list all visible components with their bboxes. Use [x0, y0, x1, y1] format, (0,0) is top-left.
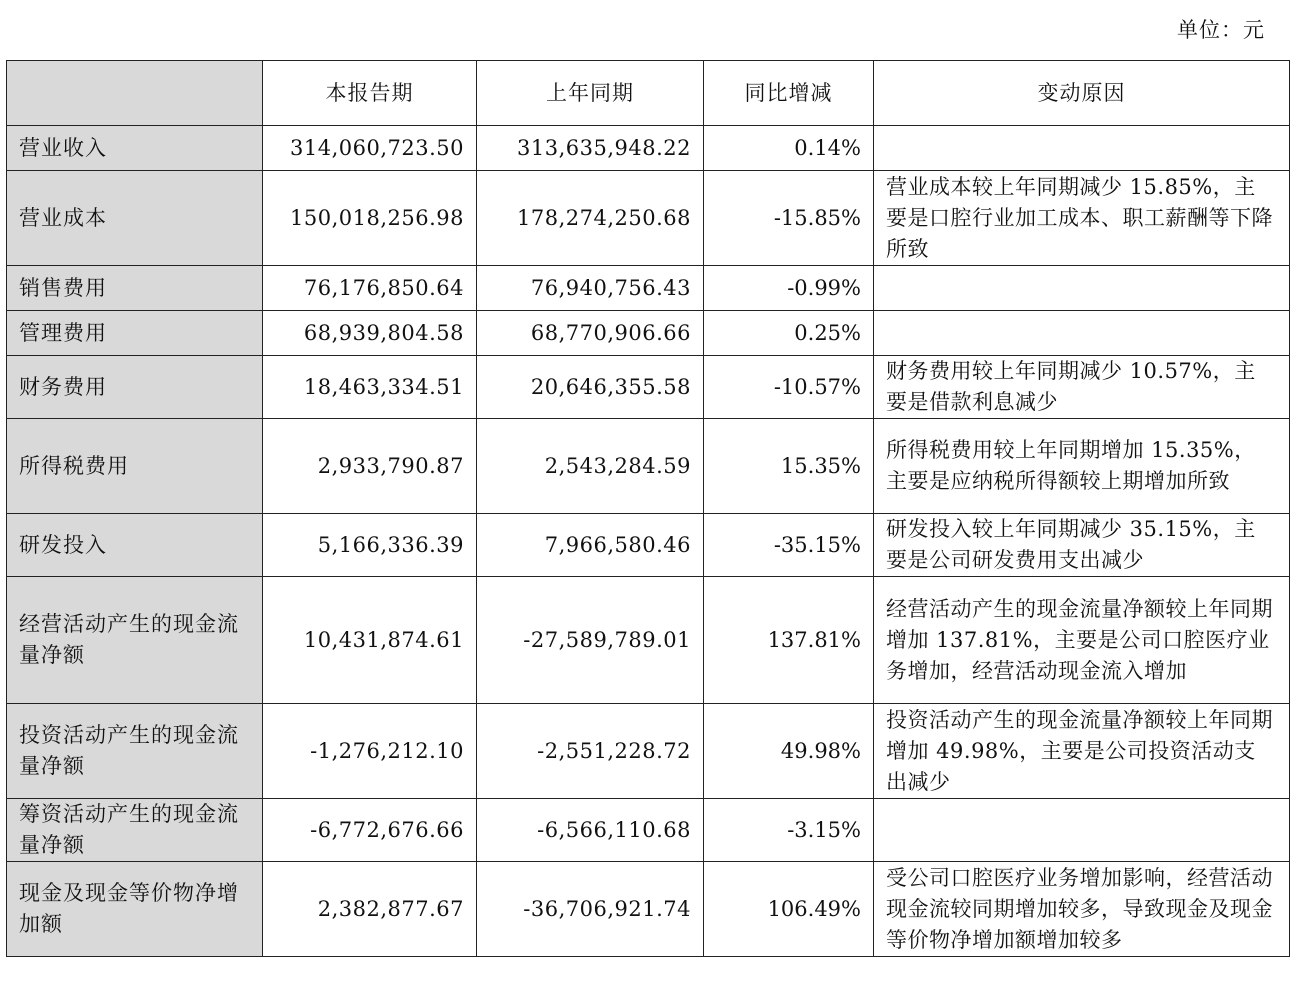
row-item: 经营活动产生的现金流量净额	[7, 577, 263, 704]
row-prior: 20,646,355.58	[477, 356, 704, 419]
row-prior: 68,770,906.66	[477, 311, 704, 356]
row-prior: 7,966,580.46	[477, 514, 704, 577]
row-change: 137.81%	[704, 577, 874, 704]
row-item: 营业收入	[7, 126, 263, 171]
row-current: -6,772,676.66	[263, 799, 477, 862]
row-change: -15.85%	[704, 171, 874, 266]
row-prior: 76,940,756.43	[477, 266, 704, 311]
row-item: 管理费用	[7, 311, 263, 356]
header-change-reason: 变动原因	[874, 61, 1290, 126]
header-prior-period: 上年同期	[477, 61, 704, 126]
row-reason: 投资活动产生的现金流量净额较上年同期增加 49.98%，主要是公司投资活动支出减少	[874, 704, 1290, 799]
row-reason	[874, 126, 1290, 171]
row-item: 营业成本	[7, 171, 263, 266]
row-current: 18,463,334.51	[263, 356, 477, 419]
row-reason	[874, 266, 1290, 311]
row-item: 研发投入	[7, 514, 263, 577]
table-row	[7, 311, 1290, 356]
row-item: 所得税费用	[7, 419, 263, 514]
row-prior: -2,551,228.72	[477, 704, 704, 799]
row-item: 筹资活动产生的现金流量净额	[7, 799, 263, 862]
header-corner	[7, 61, 263, 126]
table-row	[7, 266, 1290, 311]
row-current: 10,431,874.61	[263, 577, 477, 704]
row-change: 49.98%	[704, 704, 874, 799]
row-change: -35.15%	[704, 514, 874, 577]
row-item: 财务费用	[7, 356, 263, 419]
table-row	[7, 356, 1290, 419]
row-reason	[874, 311, 1290, 356]
row-change: 15.35%	[704, 419, 874, 514]
table-row	[7, 514, 1290, 577]
unit-label: 单位：元	[1177, 18, 1265, 42]
header-yoy-change: 同比增减	[704, 61, 874, 126]
row-current: 150,018,256.98	[263, 171, 477, 266]
row-prior: -27,589,789.01	[477, 577, 704, 704]
table-header-row	[7, 61, 1290, 126]
row-reason: 经营活动产生的现金流量净额较上年同期增加 137.81%，主要是公司口腔医疗业务增加，经营活动现金流入增加	[874, 577, 1290, 704]
row-change: -10.57%	[704, 356, 874, 419]
row-prior: 313,635,948.22	[477, 126, 704, 171]
row-change: -0.99%	[704, 266, 874, 311]
row-change: 0.14%	[704, 126, 874, 171]
row-reason: 受公司口腔医疗业务增加影响，经营活动现金流较同期增加较多，导致现金及现金等价物净增加额增加较多	[874, 862, 1290, 957]
row-prior: -6,566,110.68	[477, 799, 704, 862]
row-reason: 营业成本较上年同期减少 15.85%，主要是口腔行业加工成本、职工薪酬等下降所致	[874, 171, 1290, 266]
row-item: 投资活动产生的现金流量净额	[7, 704, 263, 799]
table-row	[7, 577, 1290, 704]
table-row	[7, 171, 1290, 266]
row-prior: 178,274,250.68	[477, 171, 704, 266]
row-current: 314,060,723.50	[263, 126, 477, 171]
row-change: 106.49%	[704, 862, 874, 957]
row-current: 76,176,850.64	[263, 266, 477, 311]
financial-changes-table	[6, 60, 1290, 957]
row-change: -3.15%	[704, 799, 874, 862]
table-row	[7, 126, 1290, 171]
table-row	[7, 419, 1290, 514]
header-current-period: 本报告期	[263, 61, 477, 126]
table-row	[7, 799, 1290, 862]
row-prior: 2,543,284.59	[477, 419, 704, 514]
row-current: -1,276,212.10	[263, 704, 477, 799]
row-reason	[874, 799, 1290, 862]
row-current: 2,933,790.87	[263, 419, 477, 514]
row-current: 5,166,336.39	[263, 514, 477, 577]
row-current: 68,939,804.58	[263, 311, 477, 356]
row-item: 销售费用	[7, 266, 263, 311]
row-current: 2,382,877.67	[263, 862, 477, 957]
row-change: 0.25%	[704, 311, 874, 356]
row-reason: 财务费用较上年同期减少 10.57%，主要是借款利息减少	[874, 356, 1290, 419]
row-item: 现金及现金等价物净增加额	[7, 862, 263, 957]
row-reason: 所得税费用较上年同期增加 15.35%，主要是应纳税所得额较上期增加所致	[874, 419, 1290, 514]
row-reason: 研发投入较上年同期减少 35.15%，主要是公司研发费用支出减少	[874, 514, 1290, 577]
table-row	[7, 862, 1290, 957]
table-row	[7, 704, 1290, 799]
row-prior: -36,706,921.74	[477, 862, 704, 957]
